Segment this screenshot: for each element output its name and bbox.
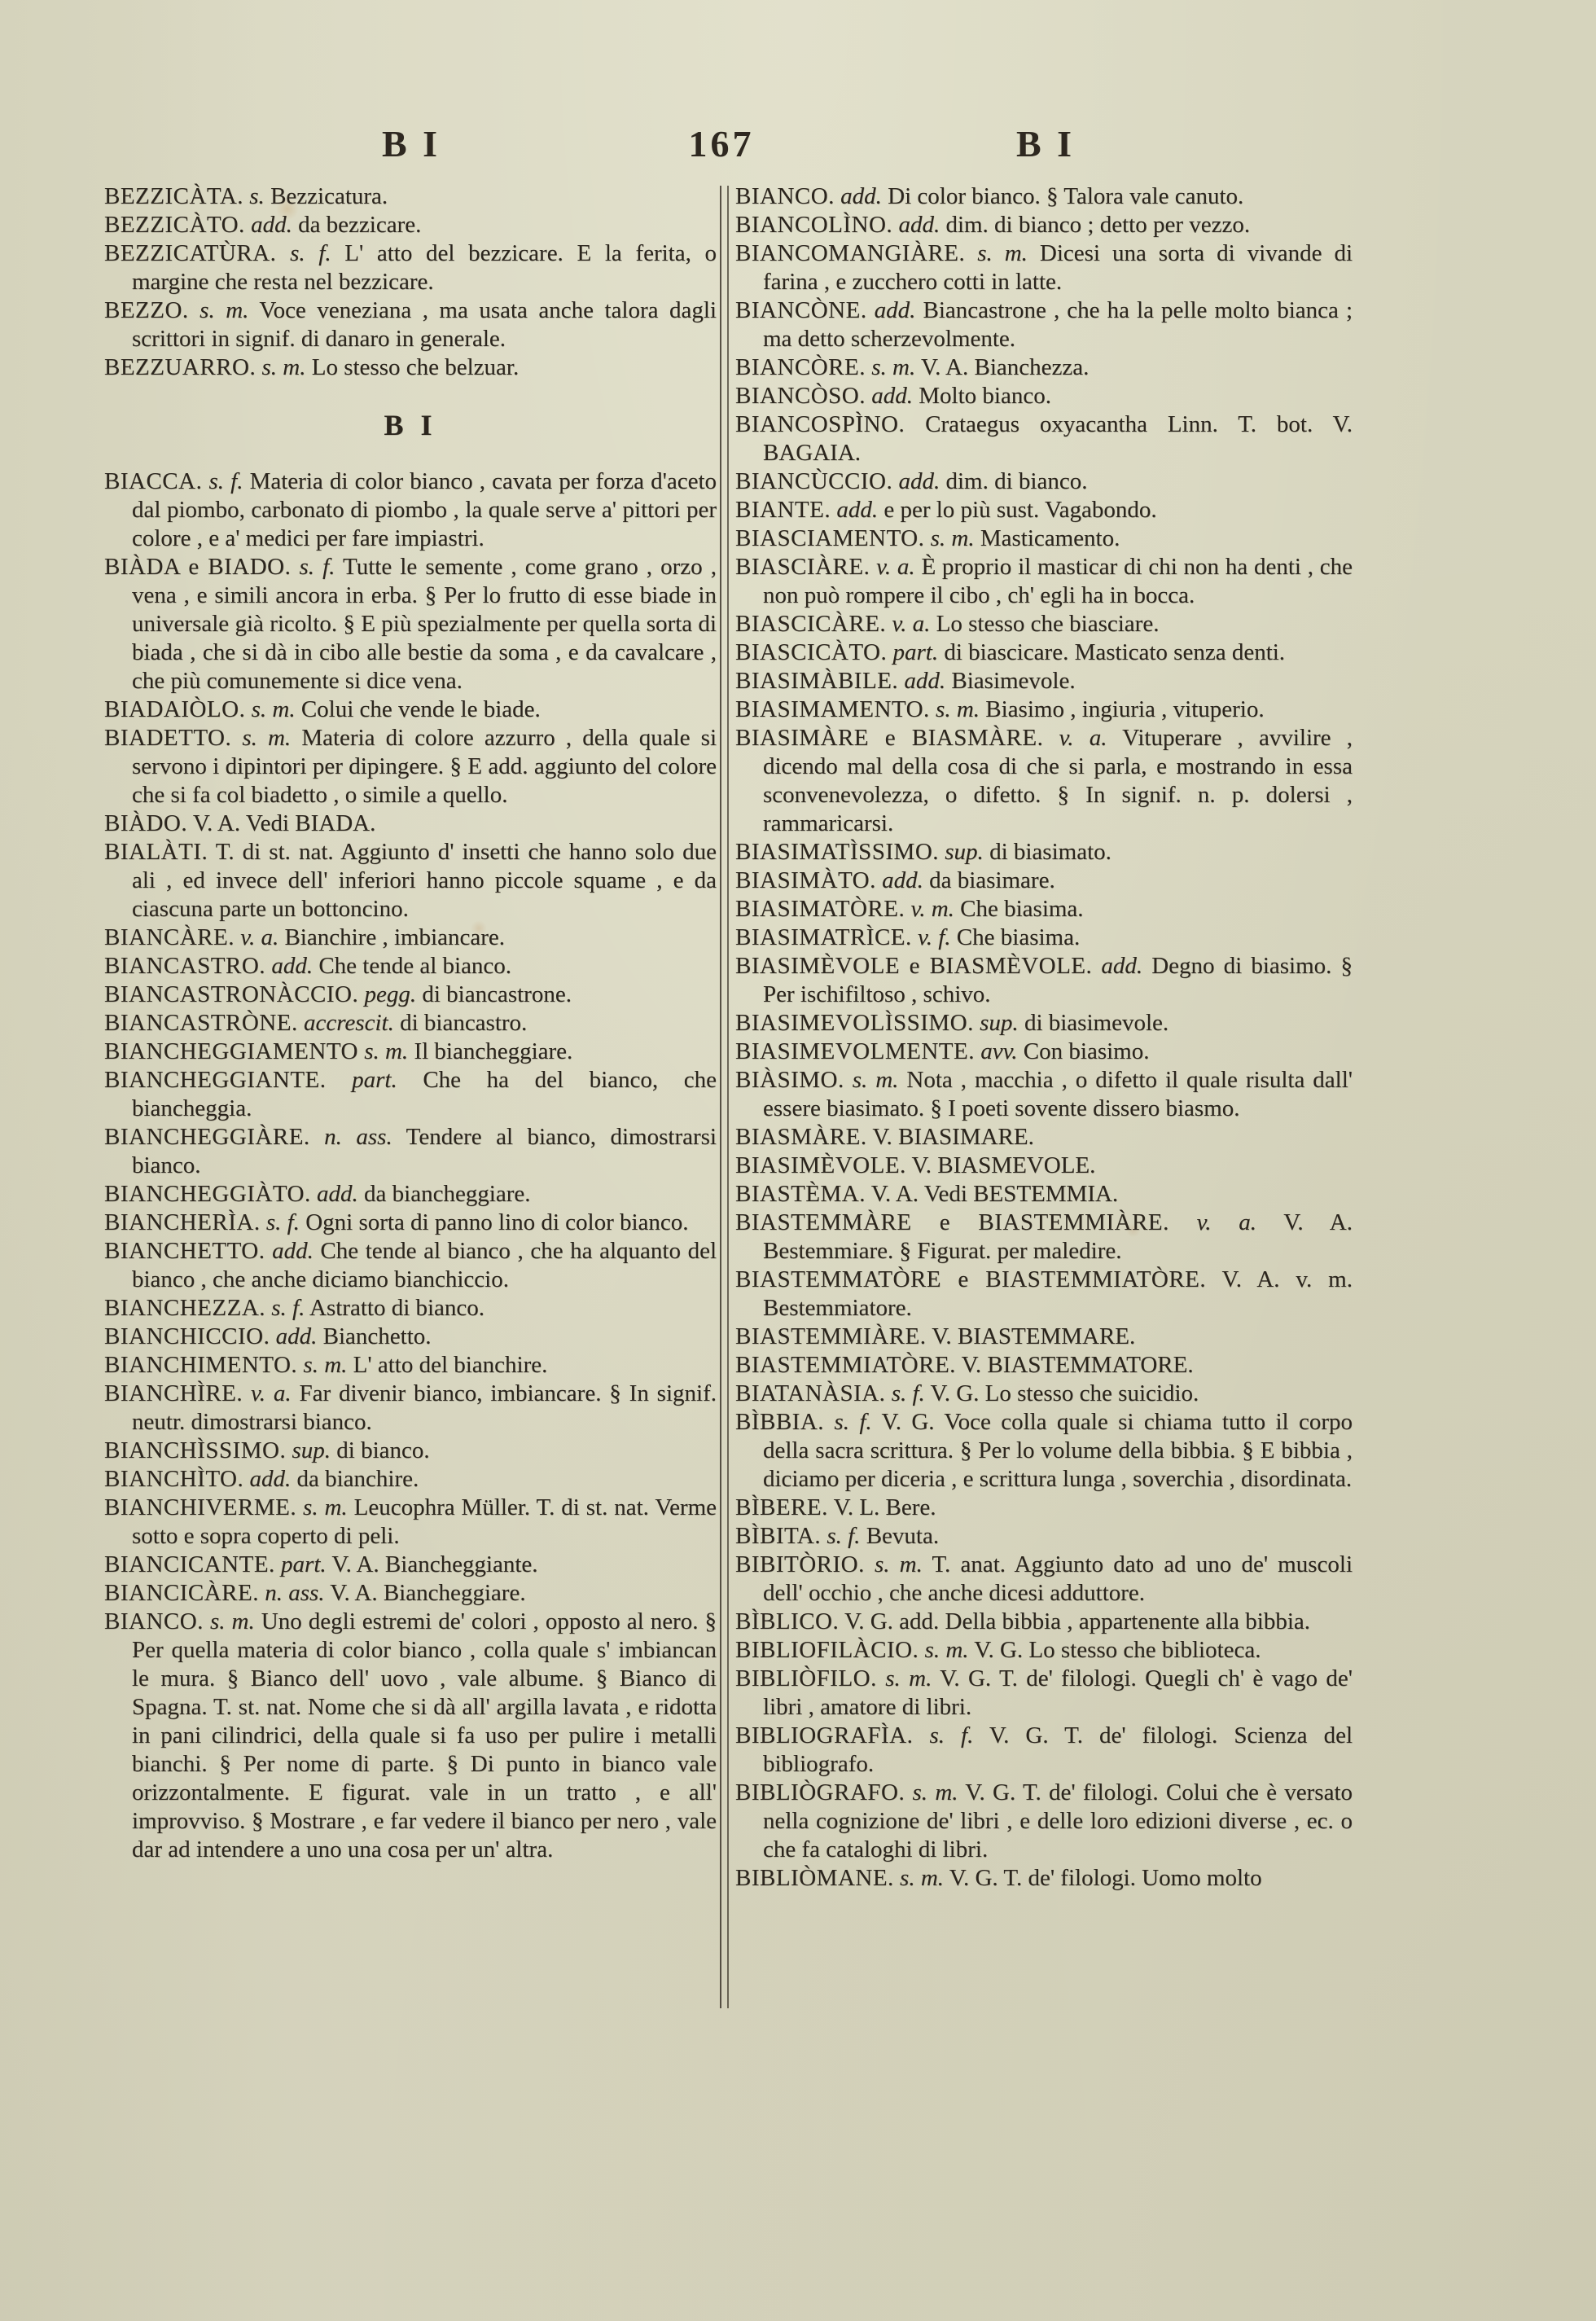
dictionary-entry [104, 182, 717, 211]
entry-grammar-label: s. m. [936, 696, 980, 722]
entry-definition: di bianco. [336, 1437, 430, 1463]
entry-grammar-label: part. [892, 639, 939, 665]
dictionary-entry [104, 1494, 717, 1551]
dictionary-entry [104, 1608, 717, 1864]
dictionary-entry [735, 1522, 1353, 1551]
entry-definition: V. BIASMEVOLE. [911, 1152, 1096, 1178]
entry-headword: BIANCHIVERME. [104, 1494, 297, 1520]
dictionary-entry [735, 524, 1353, 553]
entry-headword: BIASCICÀTO. [735, 639, 888, 665]
entry-definition: Tendere al bianco, dimostrarsi bianco. [132, 1124, 717, 1178]
entry-headword: BIACCA. [104, 468, 203, 494]
entry-grammar-label: v. a. [1196, 1209, 1257, 1235]
entry-definition: L' atto del bezzicare. E la ferita, o margine che resta nel bezzicare. [132, 240, 717, 295]
dictionary-entry [735, 382, 1353, 410]
entry-definition: Che biasima. [956, 924, 1081, 950]
entry-grammar-label: v. a. [892, 611, 931, 637]
entry-grammar-label: s. m. [900, 1865, 945, 1891]
entry-grammar-label: accrescit. [303, 1010, 394, 1036]
entry-headword: BÌBLICO. [735, 1608, 840, 1634]
entry-definition: Bianchetto. [322, 1323, 432, 1349]
entry-grammar-label: s. f. [826, 1523, 861, 1549]
entry-definition: V. A. Bestemmiare. § Figurat. per maledire. [763, 1209, 1353, 1264]
entry-grammar-label: v. a. [876, 554, 915, 580]
entry-headword: BIASIMÀTO. [735, 867, 876, 893]
header-left-guide-word: B I [381, 123, 441, 165]
entry-headword: BIASIMAMENTO. [735, 696, 930, 722]
dictionary-entry [104, 1380, 717, 1437]
dictionary-entry [104, 952, 717, 981]
entry-headword: BIANCOSPÌNO. [735, 411, 905, 437]
entry-grammar-label: s. m. [251, 696, 296, 722]
entry-definition: V. G. Lo stesso che biblioteca. [974, 1637, 1261, 1663]
entry-headword: BIASTEMMATÒRE e BIASTEMMIATÒRE. [735, 1266, 1207, 1292]
section-heading: B I [384, 409, 437, 441]
dictionary-entry [735, 353, 1353, 382]
entry-headword: BIASTÈMA. [735, 1181, 866, 1207]
dictionary-entry [735, 667, 1353, 695]
dictionary-entry [735, 553, 1353, 610]
dictionary-entry [735, 1209, 1353, 1266]
entry-grammar-label: v. a. [240, 924, 279, 950]
entry-grammar-label: v. m. [910, 896, 954, 922]
entry-definition: Lo stesso che biasciare. [936, 611, 1160, 637]
entry-definition: V. G. Voce colla quale si chiama tutto il corpo della sacra scrittura. § Per lo volume della bibbia. § E bibbia , diciamo per diceria , e scrittura lunga , soverchia , disordinata. [763, 1409, 1353, 1492]
entry-definition: di biasimato. [989, 839, 1112, 865]
entry-headword: BEZZUARRO. [104, 354, 256, 380]
entry-grammar-label: part. [281, 1551, 327, 1577]
entry-grammar-label: s. m. [924, 1637, 969, 1663]
entry-grammar-label: avv. [980, 1038, 1018, 1064]
dictionary-entry [104, 1437, 717, 1465]
left-column [104, 182, 717, 1864]
entry-headword: BIBLIÒFILO. [735, 1665, 877, 1691]
entry-definition: dim. di bianco. [945, 468, 1088, 494]
entry-grammar-label: add. [275, 1323, 318, 1349]
dictionary-entry [735, 610, 1353, 638]
dictionary-entry [104, 1551, 717, 1579]
entry-headword: BIANCÒSO. [735, 383, 866, 409]
dictionary-entry [104, 1579, 717, 1608]
entry-headword: BIBLIOFILÀCIO. [735, 1637, 919, 1663]
entry-headword: BIANCHÌTO. [104, 1466, 244, 1492]
entry-grammar-label: s. m. [242, 725, 292, 751]
entry-grammar-label: add. [271, 953, 314, 979]
entry-definition: V. L. Bere. [833, 1494, 936, 1520]
entry-definition: L' atto del bianchire. [353, 1352, 548, 1378]
entry-definition: Molto bianco. [919, 383, 1051, 409]
entry-grammar-label: add. [840, 183, 882, 209]
entry-headword: BEZZICÀTO. [104, 212, 245, 238]
entry-headword: BIANCHÌSSIMO. [104, 1437, 287, 1463]
entry-grammar-label: add. [898, 468, 940, 494]
dictionary-entry [735, 924, 1353, 952]
entry-headword: BIANCHEGGIAMENTO [104, 1038, 358, 1064]
entry-definition: Con biasimo. [1023, 1038, 1150, 1064]
entry-definition: Biasimo , ingiuria , vituperio. [985, 696, 1265, 722]
entry-grammar-label: n. ass. [324, 1124, 392, 1150]
dictionary-entry [735, 952, 1353, 1009]
entry-definition: Uno degli estremi de' colori , opposto al nero. § Per quella materia di color bianco , colla quale s' imbiancan le mura. § Bianco dell' uovo , vale albume. § Bianco di Spagna. T. st. nat. Nome che si dà all' argilla lavata , e ridotta in pani cilindrici, della quale si fa uso per pulire i metalli bianchi. § Per nome di parte. § Di punto in bianco vale orizzontalmente. E figurat. vale in un tratto , e all' improvviso. § Mostrare , e far vedere il bianco per nero , vale dar ad intendere a uno una cosa per un' altra. [132, 1608, 717, 1863]
dictionary-entry [735, 638, 1353, 667]
dictionary-entry [104, 1009, 717, 1038]
entry-definition: Voce veneziana , ma usata anche talora dagli scrittori in signif. di danaro in generale. [132, 297, 717, 352]
entry-headword: BIANCICÀRE. [104, 1580, 259, 1606]
entry-headword: BIANCASTRONÀCCIO. [104, 981, 359, 1007]
entry-headword: BIASTEMMIATÒRE. [735, 1352, 956, 1378]
dictionary-entry [104, 553, 717, 695]
column-divider-rule [720, 186, 729, 2008]
dictionary-entry [104, 467, 717, 553]
entry-headword: BIANTE. [735, 497, 831, 523]
dictionary-entry [104, 838, 717, 924]
entry-grammar-label: s. m. [852, 1067, 899, 1093]
dictionary-entry [735, 1408, 1353, 1494]
entry-grammar-label: s. m. [200, 297, 249, 323]
entry-grammar-label: sup. [292, 1437, 331, 1463]
dictionary-entry [735, 1494, 1353, 1522]
entry-definition: Nota , macchia , o difetto il quale risulta dall' essere biasimato. § I poeti sovente dissero biasmo. [763, 1067, 1353, 1121]
entry-definition: Dicesi una sorta di vivande di farina , e zucchero cotti in latte. [763, 240, 1353, 295]
entry-headword: BIBLIOGRAFÌA. [735, 1722, 914, 1748]
entry-grammar-label: add. [272, 1238, 314, 1264]
dictionary-entry [735, 1722, 1353, 1779]
entry-headword: BIASIMÀRE e BIASMÀRE. [735, 725, 1044, 751]
dictionary-entry [735, 724, 1353, 838]
entry-headword: BIANCHICCIO. [104, 1323, 270, 1349]
entry-grammar-label: add. [871, 383, 913, 409]
dictionary-entry [104, 1351, 717, 1380]
dictionary-entry [735, 1779, 1353, 1864]
entry-definition: Bevuta. [866, 1523, 940, 1549]
entry-headword: BIASTEMMÀRE e BIASTEMMIÀRE. [735, 1209, 1169, 1235]
entry-headword: BIANCHERÌA. [104, 1209, 261, 1235]
entry-definition: Bezzicatura. [270, 183, 388, 209]
dictionary-entry [104, 239, 717, 296]
entry-grammar-label: s. m. [261, 354, 306, 380]
entry-headword: BIANCÀRE. [104, 924, 235, 950]
entry-definition: V. A. Vedi BIADA. [192, 810, 376, 836]
page-number: 167 [688, 123, 755, 165]
entry-headword: BIASIMATRÌCE. [735, 924, 912, 950]
dictionary-entry [735, 1608, 1353, 1636]
entry-definition: Colui che vende le biade. [300, 696, 541, 722]
entry-definition: V. A. Biancheggiante. [331, 1551, 538, 1577]
entry-definition: di biancastro. [400, 1010, 528, 1036]
dictionary-entry [735, 296, 1353, 353]
dictionary-entry [104, 809, 717, 838]
entry-grammar-label: sup. [980, 1010, 1019, 1036]
entry-grammar-label: add. [249, 1466, 292, 1492]
entry-grammar-label: part. [352, 1067, 397, 1093]
entry-grammar-label: s. f. [271, 1295, 305, 1321]
entry-grammar-label: add. [874, 297, 916, 323]
dictionary-entry [735, 838, 1353, 867]
entry-definition: dim. di bianco ; detto per vezzo. [945, 212, 1251, 238]
entry-definition: V. BIASTEMMATORE. [961, 1352, 1194, 1378]
entry-definition: Ogni sorta di panno lino di color bianco. [305, 1209, 689, 1235]
entry-headword: BIÀDO. [104, 810, 188, 836]
entry-definition: di biasimevole. [1024, 1010, 1169, 1036]
entry-headword: BIANCHEZZA. [104, 1295, 266, 1321]
dictionary-entry [735, 1551, 1353, 1608]
entry-definition: V. G. T. de' filologi. Quegli ch' è vago de' libri , amatore di libri. [763, 1665, 1353, 1720]
entry-grammar-label: add. [836, 497, 879, 523]
entry-definition: Tutte le semente , come grano , orzo , vena , e simili ancora in erba. § Per lo frutto di esse biade in universale già ricolto. § E più spezialmente per quella sorta di biada , che si dà in cibo alle bestie da soma , e da cavalcare , che più comunemente si dice vena. [132, 554, 717, 694]
entry-definition: V. A. Vedi BESTEMMIA. [870, 1181, 1119, 1207]
entry-definition: Biasimevole. [951, 668, 1076, 694]
entry-definition: Bianchire , imbiancare. [284, 924, 506, 950]
dictionary-entry [104, 296, 717, 353]
entry-definition: da biancheggiare. [364, 1181, 531, 1207]
entry-headword: BIANCHEGGIÀRE. [104, 1124, 310, 1150]
entry-grammar-label: s. f. [290, 240, 331, 266]
entry-grammar-label: s. f. [929, 1722, 974, 1748]
entry-headword: BIADAIÒLO. [104, 696, 246, 722]
dictionary-entry [104, 1180, 717, 1209]
entry-definition: Masticamento. [980, 525, 1120, 551]
entry-definition: e per lo più sust. Vagabondo. [884, 497, 1157, 523]
entry-definition: V. G. Lo stesso che suicidio. [930, 1380, 1199, 1406]
dictionary-entry [735, 1009, 1353, 1038]
entry-definition: da biasimare. [929, 867, 1055, 893]
entry-definition: V. G. add. Della bibbia , appartenente alla bibbia. [844, 1608, 1311, 1634]
entry-headword: BÌBBIA. [735, 1409, 825, 1435]
dictionary-entry [104, 353, 717, 382]
entry-headword: BEZZICÀTA. [104, 183, 244, 209]
dictionary-entry [735, 182, 1353, 211]
entry-grammar-label: add. [1101, 953, 1143, 979]
entry-definition: È proprio il masticar di chi non ha denti , che non può rompere il cibo , ch' egli ha in bocca. [763, 554, 1353, 608]
dictionary-entry [104, 1465, 717, 1494]
entry-headword: BIANCO. [735, 183, 835, 209]
entry-headword: BIANCOMANGIÀRE. [735, 240, 966, 266]
entry-headword: BIÀSIMO. [735, 1067, 844, 1093]
entry-headword: BEZZO. [104, 297, 189, 323]
entry-definition: Il biancheggiare. [414, 1038, 573, 1064]
entry-headword: BIANCÙCCIO. [735, 468, 893, 494]
dictionary-entry [735, 410, 1353, 467]
entry-grammar-label: s. m. [364, 1038, 409, 1064]
entry-definition: Crataegus oxyacantha Linn. T. bot. V. BAGAIA. [763, 411, 1353, 466]
entry-definition: Leucophra Müller. T. di st. nat. Verme sotto e sopra coperto di peli. [132, 1494, 717, 1549]
header-right-guide-word: B I [1015, 123, 1076, 165]
dictionary-entry [735, 1864, 1353, 1893]
entry-headword: BIASIMATÒRE. [735, 896, 905, 922]
entry-definition: V. BIASIMARE. [872, 1124, 1034, 1150]
entry-grammar-label: s. f. [208, 468, 243, 494]
entry-headword: BIANCHEGGIÀTO. [104, 1181, 311, 1207]
entry-definition: Lo stesso che belzuar. [311, 354, 520, 380]
entry-headword: BIASTEMMIÀRE. [735, 1323, 927, 1349]
entry-headword: BIASIMEVOLMENTE. [735, 1038, 975, 1064]
dictionary-entry [104, 695, 717, 724]
entry-headword: BIBLIÒMANE. [735, 1865, 894, 1891]
entry-headword: BIANCHEGGIANTE. [104, 1067, 327, 1093]
entry-headword: BEZZICATÙRA. [104, 240, 277, 266]
entry-grammar-label: add. [251, 212, 292, 238]
entry-grammar-label: add. [898, 212, 940, 238]
entry-headword: BIANCHIMENTO. [104, 1352, 298, 1378]
entry-headword: BIANCOLÌNO. [735, 212, 893, 238]
entry-headword: BIALÀTI. [104, 839, 208, 865]
entry-headword: BIASIMÈVOLE e BIASMÈVOLE. [735, 953, 1093, 979]
dictionary-entry [104, 1237, 717, 1294]
entry-grammar-label: s. m. [912, 1779, 958, 1805]
dictionary-entry [735, 467, 1353, 496]
dictionary-entry [735, 1380, 1353, 1408]
entry-headword: BIANCHETTO. [104, 1238, 265, 1264]
entry-headword: BIASIMATÌSSIMO. [735, 839, 940, 865]
entry-headword: BIASIMÀBILE. [735, 668, 899, 694]
entry-definition: V. A. v. m. Bestemmiatore. [763, 1266, 1353, 1321]
entry-headword: BIANCASTRO. [104, 953, 266, 979]
dictionary-entry [735, 895, 1353, 924]
entry-grammar-label: s. m. [885, 1665, 932, 1691]
entry-grammar-label: add. [317, 1181, 358, 1207]
entry-definition: di biancastrone. [422, 981, 572, 1007]
dictionary-entry [735, 239, 1353, 296]
entry-headword: BIASIMÈVOLE. [735, 1152, 906, 1178]
entry-definition: da bianchire. [296, 1466, 419, 1492]
entry-headword: BIASCIÀRE. [735, 554, 870, 580]
entry-definition: T. di st. nat. Aggiunto d' insetti che hanno solo due ali , ed invece dell' inferiori hanno piccole squame , e da ciascuna parte un bottoncino. [132, 839, 717, 922]
entry-grammar-label: pegg. [364, 981, 417, 1007]
entry-headword: BIASCIAMENTO. [735, 525, 925, 551]
entry-headword: BIBLIÒGRAFO. [735, 1779, 905, 1805]
entry-definition: Materia di colore azzurro , della quale si servono i dipintori per dipingere. § E add. aggiunto del colore che si fa col biadetto , o simile a quello. [132, 725, 717, 808]
entry-definition: V. G. T. de' filologi. Scienza del bibliografo. [763, 1722, 1353, 1777]
entry-grammar-label: sup. [945, 839, 984, 865]
entries-after-heading [104, 467, 717, 1864]
dictionary-entry [104, 724, 717, 809]
entry-headword: BIANCICANTE. [104, 1551, 275, 1577]
dictionary-entry [735, 1351, 1353, 1380]
dictionary-entry [735, 496, 1353, 524]
entry-headword: BIASCICÀRE. [735, 611, 887, 637]
entry-headword: BIANCHÌRE. [104, 1380, 243, 1406]
entry-grammar-label: add. [904, 668, 946, 694]
entry-headword: BÌBITA. [735, 1523, 822, 1549]
dictionary-entry [735, 1665, 1353, 1722]
entry-definition: V. A. Bianchezza. [920, 354, 1090, 380]
entry-definition: V. BIASTEMMARE. [932, 1323, 1136, 1349]
dictionary-entry [735, 1636, 1353, 1665]
entry-headword: BIASIMEVOLÌSSIMO. [735, 1010, 974, 1036]
entry-grammar-label: s. f. [265, 1209, 300, 1235]
entry-grammar-label: s. m. [977, 240, 1028, 266]
entry-grammar-label: s. f. [299, 554, 335, 580]
dictionary-entry [735, 695, 1353, 724]
dictionary-entry [735, 1038, 1353, 1066]
entry-grammar-label: s. m. [303, 1494, 348, 1520]
entry-headword: BIANCO. [104, 1608, 204, 1634]
dictionary-entry [104, 1066, 717, 1123]
dictionary-entry [104, 211, 717, 239]
entry-headword: BIATANÀSIA. [735, 1380, 886, 1406]
entry-headword: BIBITÒRIO. [735, 1551, 865, 1577]
right-column-entries [735, 182, 1353, 1893]
entry-grammar-label: s. m. [871, 354, 916, 380]
entry-definition: V. G. T. de' filologi. Uomo molto [949, 1865, 1262, 1891]
entry-definition: Che tende al bianco. [318, 953, 512, 979]
entry-grammar-label: s. m. [209, 1608, 255, 1634]
entry-headword: BIANCÒRE. [735, 354, 866, 380]
entry-definition: V. A. Biancheggiare. [330, 1580, 526, 1606]
dictionary-entry [735, 211, 1353, 239]
dictionary-entry [104, 1294, 717, 1323]
entries-before-heading [104, 182, 717, 382]
entry-grammar-label: v. a. [1059, 725, 1107, 751]
running-header [0, 122, 1596, 179]
entry-headword: BIADETTO. [104, 725, 232, 751]
entry-headword: BIANCÒNE. [735, 297, 867, 323]
dictionary-entry [104, 1123, 717, 1180]
dictionary-entry [735, 1180, 1353, 1209]
entry-definition: Che ha del bianco, che biancheggia. [132, 1067, 717, 1121]
entry-grammar-label: s. [249, 183, 265, 209]
entry-definition: Di color bianco. § Talora vale canuto. [888, 183, 1244, 209]
entry-grammar-label: s. m. [875, 1551, 923, 1577]
entry-grammar-label: s. f. [891, 1380, 925, 1406]
dictionary-entry [104, 924, 717, 952]
entry-grammar-label: n. ass. [265, 1580, 325, 1606]
entry-grammar-label: v. a. [251, 1380, 292, 1406]
dictionary-entry [735, 1266, 1353, 1323]
dictionary-entry [735, 1152, 1353, 1180]
dictionary-entry [735, 1323, 1353, 1351]
right-column [735, 182, 1353, 1893]
entry-definition: Vituperare , avvilire , dicendo mal della cosa di che si parla, e mostrando in essa sconvenevolezza, o difetto. § In signif. n. p. dolersi , rammaricarsi. [763, 725, 1353, 836]
entry-definition: Degno di biasimo. § Per ischifiltoso , schivo. [763, 953, 1353, 1007]
dictionary-entry [735, 1066, 1353, 1123]
entry-grammar-label: s. f. [834, 1409, 872, 1435]
dictionary-entry [104, 1038, 717, 1066]
entry-grammar-label: s. m. [303, 1352, 348, 1378]
dictionary-entry [104, 1323, 717, 1351]
entry-definition: Che biasima. [960, 896, 1084, 922]
dictionary-entry [104, 981, 717, 1009]
entry-definition: T. anat. Aggiunto dato ad uno de' muscoli dell' occhio , che anche dicesi adduttore. [763, 1551, 1353, 1606]
entry-definition: Astratto di bianco. [309, 1295, 485, 1321]
entry-grammar-label: s. m. [930, 525, 975, 551]
dictionary-entry [735, 867, 1353, 895]
entry-definition: Far divenir bianco, imbiancare. § In signif. neutr. dimostrarsi bianco. [132, 1380, 717, 1435]
entry-headword: BIANCASTRÒNE. [104, 1010, 298, 1036]
entry-definition: Materia di color bianco , cavata per forza d'aceto dal piombo, carbonato di piombo , la quale serve a' pittori per colore , e a' medici per fare impiastri. [132, 468, 717, 551]
dictionary-entry [104, 1209, 717, 1237]
entry-definition: da bezzicare. [298, 212, 422, 238]
entry-headword: BÌBERE. [735, 1494, 828, 1520]
entry-definition: V. G. T. de' filologi. Colui che è versato nella cognizione de' libri , e delle loro edizioni diverse , ec. o che fa cataloghi di libri. [763, 1779, 1353, 1863]
entry-definition: Biancastrone , che ha la pelle molto bianca ; ma detto scherzevolmente. [763, 297, 1353, 352]
entry-grammar-label: v. f. [918, 924, 951, 950]
entry-definition: di biascicare. Masticato senza denti. [944, 639, 1286, 665]
entry-headword: BIÀDA e BIADO. [104, 554, 292, 580]
entry-grammar-label: add. [882, 867, 923, 893]
entry-definition: Che tende al bianco , che ha alquanto del bianco , che anche diciamo bianchiccio. [132, 1238, 717, 1292]
dictionary-entry [735, 1123, 1353, 1152]
entry-headword: BIASMÀRE. [735, 1124, 867, 1150]
